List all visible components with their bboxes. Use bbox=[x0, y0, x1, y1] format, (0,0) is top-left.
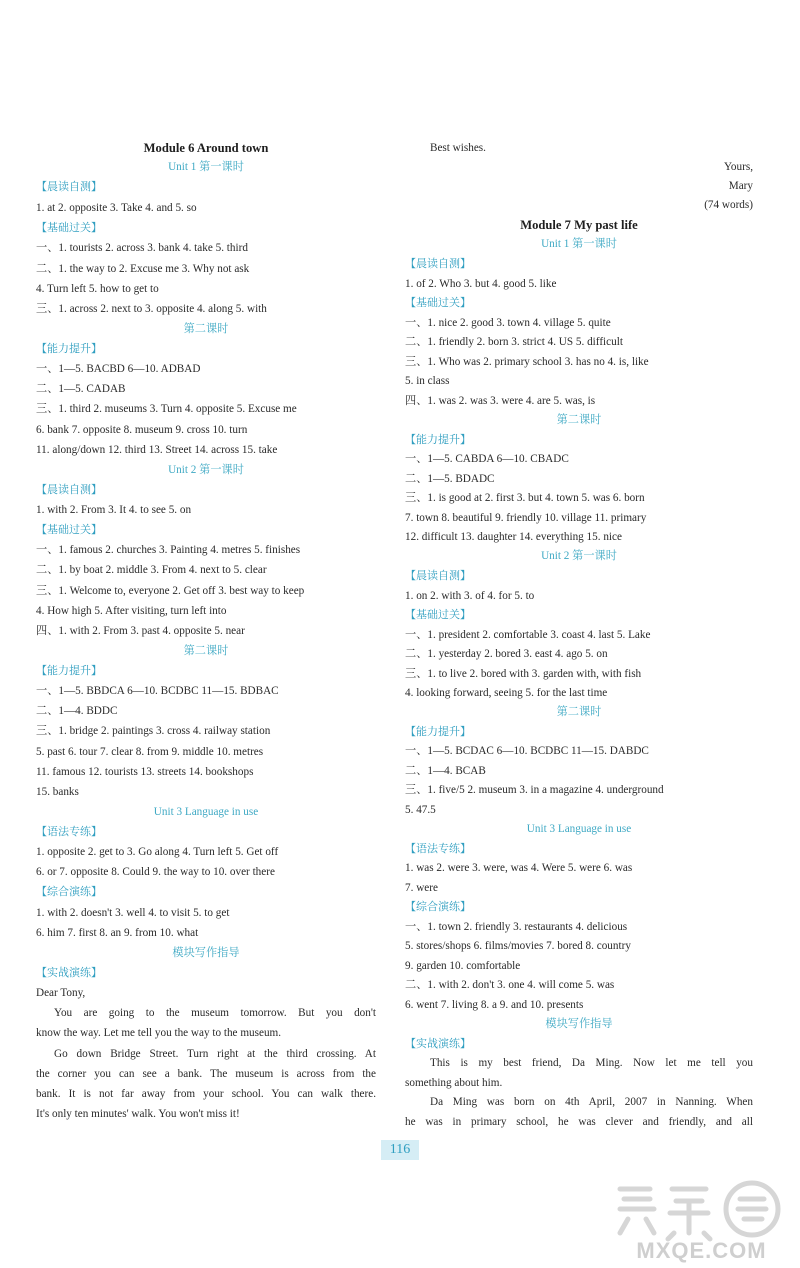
answer-line: 三、1. five/5 2. museum 3. in a magazine 4. underground bbox=[405, 784, 664, 796]
answer-line: 一、1. famous 2. churches 3. Painting 4. metres 5. finishes bbox=[36, 544, 301, 556]
essay-line: bank. It is not far away from your school. You can walk there. bbox=[36, 1088, 376, 1100]
unit-header: Unit 1 第一课时 bbox=[541, 238, 617, 250]
section-label: 【基础过关】 bbox=[36, 222, 102, 234]
answer-line: 11. along/down 12. third 13. Street 14. across 15. take bbox=[36, 444, 278, 456]
answer-line: 一、1—5. BBDCA 6—10. BCDBC 11—15. BDBAC bbox=[36, 685, 279, 697]
answer-line: 一、1. nice 2. good 3. town 4. village 5. quite bbox=[405, 317, 611, 329]
section-label: 【综合演练】 bbox=[405, 901, 471, 913]
unit-header: Unit 3 Language in use bbox=[526, 823, 632, 835]
answer-line: 一、1—5. BCDAC 6—10. BCDBC 11—15. DABDC bbox=[405, 745, 649, 757]
answer-line: 4. looking forward, seeing 5. for the last time bbox=[405, 687, 608, 699]
answer-line: 1. opposite 2. get to 3. Go along 4. Turn left 5. Get off bbox=[36, 846, 279, 858]
essay-line: something about him. bbox=[405, 1077, 503, 1089]
answer-line: 三、1. Who was 2. primary school 3. has no 4. is, like bbox=[405, 356, 649, 368]
section-label: 【能力提升】 bbox=[36, 343, 102, 355]
writing-header: 模块写作指导 bbox=[545, 1018, 613, 1030]
letter-signature: Mary bbox=[728, 180, 753, 192]
section-label: 【晨读自测】 bbox=[36, 484, 102, 496]
word-count: (74 words) bbox=[704, 199, 753, 211]
unit-header: Unit 3 Language in use bbox=[153, 806, 259, 818]
watermark-glyph-1 bbox=[620, 1189, 654, 1233]
answer-line: 三、1. bridge 2. paintings 3. cross 4. railway station bbox=[36, 725, 271, 737]
section-label: 【实战演练】 bbox=[405, 1038, 471, 1050]
section-label: 【基础过关】 bbox=[36, 524, 102, 536]
answer-line: 5. 47.5 bbox=[405, 804, 436, 816]
essay-line: Da Ming was born on 4th April, 2007 in Nanning. When bbox=[430, 1096, 753, 1108]
letter-signoff: Yours, bbox=[723, 161, 753, 173]
essay-line: It's only ten minutes' walk. You won't miss it! bbox=[36, 1108, 240, 1120]
answer-line: 4. Turn left 5. how to get to bbox=[36, 283, 159, 295]
section-label: 【语法专练】 bbox=[405, 843, 471, 855]
section-label: 【晨读自测】 bbox=[405, 570, 471, 582]
answer-line: 二、1—4. BCAB bbox=[405, 765, 486, 777]
answer-line: 一、1. tourists 2. across 3. bank 4. take 5. third bbox=[36, 242, 248, 254]
answer-line: 11. famous 12. tourists 13. streets 14. bookshops bbox=[36, 766, 254, 778]
unit-header: Unit 2 第一课时 bbox=[541, 550, 617, 562]
page-number: 116 bbox=[381, 1140, 419, 1160]
unit-header: Unit 1 第一课时 bbox=[168, 161, 244, 173]
answer-line: 1. with 2. doesn't 3. well 4. to visit 5. to get bbox=[36, 907, 230, 919]
answer-line: 二、1. by boat 2. middle 3. From 4. next to 5. clear bbox=[36, 564, 267, 576]
answer-line: 1. was 2. were 3. were, was 4. Were 5. were 6. was bbox=[405, 862, 633, 874]
answer-line: 三、1. Welcome to, everyone 2. Get off 3. best way to keep bbox=[36, 585, 305, 597]
unit-header: Unit 2 第一课时 bbox=[168, 464, 244, 476]
essay-line: Go down Bridge Street. Turn right at the third crossing. At bbox=[54, 1048, 376, 1060]
watermark-glyph-3 bbox=[738, 1199, 766, 1219]
answer-line: 5. past 6. tour 7. clear 8. from 9. middle 10. metres bbox=[36, 746, 264, 758]
lesson-header: 第二课时 bbox=[183, 323, 229, 335]
answer-line: 12. difficult 13. daughter 14. everything 15. nice bbox=[405, 531, 622, 543]
section-label: 【晨读自测】 bbox=[405, 258, 471, 270]
answer-line: 4. How high 5. After visiting, turn left into bbox=[36, 605, 227, 617]
section-label: 【基础过关】 bbox=[405, 609, 471, 621]
section-label: 【能力提升】 bbox=[36, 665, 102, 677]
essay-line: You are going to the museum tomorrow. But you don't bbox=[54, 1007, 376, 1019]
answer-line: 6. or 7. opposite 8. Could 9. the way to 10. over there bbox=[36, 866, 275, 878]
answer-line: 四、1. with 2. From 3. past 4. opposite 5. near bbox=[36, 625, 245, 637]
answer-line: 9. garden 10. comfortable bbox=[405, 960, 521, 972]
answer-line: 6. him 7. first 8. an 9. from 10. what bbox=[36, 927, 199, 939]
letter-greeting: Dear Tony, bbox=[36, 987, 86, 999]
essay-line: This is my best friend, Da Ming. Now let me tell you bbox=[430, 1057, 753, 1069]
answer-line: 二、1. yesterday 2. bored 3. east 4. ago 5. on bbox=[405, 648, 608, 660]
answer-line: 15. banks bbox=[36, 786, 79, 798]
answer-line: 三、1. is good at 2. first 3. but 4. town 5. was 6. born bbox=[405, 492, 645, 504]
answer-line: 一、1. town 2. friendly 3. restaurants 4. delicious bbox=[405, 921, 628, 933]
section-label: 【晨读自测】 bbox=[36, 181, 102, 193]
watermark-glyph-2 bbox=[668, 1189, 710, 1239]
essay-line: know the way. Let me tell you the way to the museum. bbox=[36, 1027, 282, 1039]
section-label: 【基础过关】 bbox=[405, 297, 471, 309]
letter-closing: Best wishes. bbox=[430, 142, 486, 154]
answer-line: 二、1—4. BDDC bbox=[36, 705, 118, 717]
answer-line: 三、1. to live 2. bored with 3. garden with, with fish bbox=[405, 668, 642, 680]
answer-line: 三、1. third 2. museums 3. Turn 4. opposite 5. Excuse me bbox=[36, 403, 297, 415]
answer-line: 一、1—5. CABDA 6—10. CBADC bbox=[405, 453, 569, 465]
answer-line: 6. bank 7. opposite 8. museum 9. cross 10. turn bbox=[36, 424, 248, 436]
answer-line: 1. with 2. From 3. It 4. to see 5. on bbox=[36, 504, 192, 516]
answer-line: 四、1. was 2. was 3. were 4. are 5. was, is bbox=[405, 395, 596, 407]
module-title: Module 7 My past life bbox=[520, 218, 638, 232]
answer-line: 二、1—5. BDADC bbox=[405, 473, 495, 485]
answer-line: 5. in class bbox=[405, 375, 450, 387]
essay-line: he was in primary school, he was clever and friendly, and all bbox=[405, 1116, 753, 1128]
answer-line: 二、1. friendly 2. born 3. strict 4. US 5. difficult bbox=[405, 336, 623, 348]
answer-line: 二、1—5. CADAB bbox=[36, 383, 126, 395]
answer-line: 5. stores/shops 6. films/movies 7. bored 8. country bbox=[405, 940, 631, 952]
lesson-header: 第二课时 bbox=[556, 414, 602, 426]
answer-line: 6. went 7. living 8. a 9. and 10. presents bbox=[405, 999, 584, 1011]
section-label: 【能力提升】 bbox=[405, 434, 471, 446]
answer-line: 7. town 8. beautiful 9. friendly 10. village 11. primary bbox=[405, 512, 647, 524]
section-label: 【综合演练】 bbox=[36, 886, 102, 898]
answer-line: 1. of 2. Who 3. but 4. good 5. like bbox=[405, 278, 557, 290]
lesson-header: 第二课时 bbox=[556, 706, 602, 718]
essay-line: the corner you can see a bank. The museum is across from the bbox=[36, 1068, 376, 1080]
answer-line: 二、1. with 2. don't 3. one 4. will come 5. was bbox=[405, 979, 615, 991]
watermark-text: MXQE.COM bbox=[636, 1238, 767, 1263]
section-label: 【能力提升】 bbox=[405, 726, 471, 738]
writing-header: 模块写作指导 bbox=[172, 947, 240, 959]
section-label: 【实战演练】 bbox=[36, 967, 102, 979]
section-label: 【语法专练】 bbox=[36, 826, 102, 838]
answer-line: 1. on 2. with 3. of 4. for 5. to bbox=[405, 590, 535, 602]
answer-line: 三、1. across 2. next to 3. opposite 4. along 5. with bbox=[36, 303, 267, 315]
answer-line: 一、1—5. BACBD 6—10. ADBAD bbox=[36, 363, 201, 375]
lesson-header: 第二课时 bbox=[183, 645, 229, 657]
answer-line: 一、1. president 2. comfortable 3. coast 4. last 5. Lake bbox=[405, 629, 651, 641]
answer-line: 二、1. the way to 2. Excuse me 3. Why not ask bbox=[36, 263, 250, 275]
answer-line: 1. at 2. opposite 3. Take 4. and 5. so bbox=[36, 202, 197, 214]
module-title: Module 6 Around town bbox=[143, 141, 269, 155]
answer-line: 7. were bbox=[405, 882, 438, 894]
